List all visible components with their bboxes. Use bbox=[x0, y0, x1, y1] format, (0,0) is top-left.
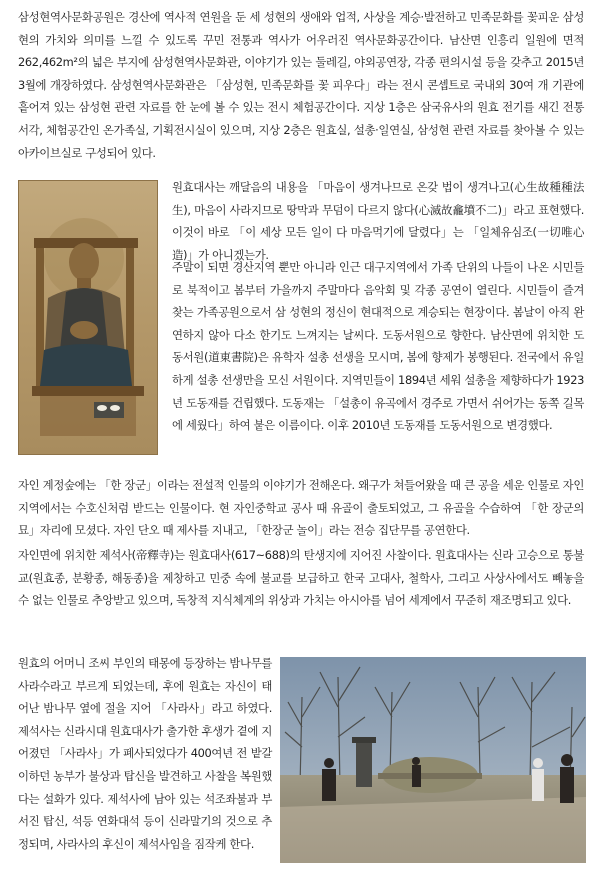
weekend-dodong-paragraph: 주말이 되면 경산지역 뿐만 아니라 인근 대구지역에서 가족 단위의 나들이 나온 시민들로 북적이고 봄부터 가을까지 주말마다 음악회 및 각종 공연이 열린다. 시민들이 즐겨 찾는 가족공원으로서 삼 성현의 정신이 현대적으로 계승되는 현장이다. 봄날이 아직 완연하지 않아 다소 한기도 느껴지는 날씨다. 도동서원으로 향한다. 남산면에 위치한 도동서원(道東書院)은 유학자 설총 선생을 모시며, 봄에 향제가 봉행된다. 전국에서 유일하게 설총 선생만을 모신 서원이다. 지역민들이 1894년 세워 설총을 제향하다가 1923년 도동재를 건립했다. 도동재는 「설총이 유곡에서 경주로 가면서 쉬어가는 동쪽 길목에 세웠다」하여 붙은 이름이다. 이후 2010년 도동재를 도동서원으로 변경했다. bbox=[172, 260, 584, 433]
wonhyo-paragraph: 원효대사는 깨달음의 내용을 「마음이 생겨나므로 온갖 법이 생겨나고(心生故種種法生), 마음이 사라지므로 땅막과 무덤이 다르지 않다(心滅故龕墳不二)」라고 표현했다. 이것이 바로 「이 세상 모든 일이 다 마음먹기에 달렸다」는 「일체유심조(一切唯心造)」가 아니겠는가. bbox=[172, 180, 584, 262]
tomb-photo-icon bbox=[280, 657, 586, 863]
intro-paragraph: 삼성현역사문화공원은 경산에 역사적 연원을 둔 세 성현의 생애와 업적, 사상을 계승·발전하고 민족문화를 꽃피운 삼성현의 가치와 의미를 느낄 수 있도록 꾸민 전통과 역사가 어우러진 역사문화공간이다. 남산면 인흥리 일원에 면적 262,462m²의 넓은 부지에 삼성현역사문화관, 이야기가 있는 둘레길, 야외공연장, 각종 편의시설 등을 갖추고 2015년 3월에 개장하였다. 삼성현역사문화관은 「삼성현, 민족문화를 꽃 피우다」라는 전시 콘셉트로 국내외 30여 개 기관에 흩어져 있는 삼성현 관련 자료를 한 눈에 볼 수 있는 전시 체험공간이다. 지상 1층은 삼국유사의 원효 전기를 새긴 전통서각, 체험공간인 온가족실, 기획전시실이 있으며, 지상 2층은 원효실, 설총·일연실, 삼성현 관련 자료를 찾아볼 수 있는 아카이브실로 구성되어 있다. bbox=[18, 10, 584, 160]
jeseoksa-paragraph: 자인면에 위치한 제석사(帝釋寺)는 원효대사(617~688)의 탄생지에 지어진 사찰이다. 원효대사는 신라 고승으로 통불교(원효종, 분황종, 해동종)을 제창하고 민중 속에 불교를 보급하고 한국 고대사, 철학사, 그리고 사상사에서도 빼놓을 수 없는 인물로 추앙받고 있으며, 독창적 지식체계의 위상과 가치는 아시아를 넘어 세계에서 꾸준히 재조명되고 있다. bbox=[18, 548, 584, 608]
portrait-painting-icon bbox=[18, 180, 158, 455]
tomb-site-photo bbox=[280, 657, 586, 863]
han-general-paragraph: 자인 계정숲에는 「한 장군」이라는 전설적 인물의 이야기가 전해온다. 왜구가 쳐들어왔을 때 큰 공을 세운 인물로 자인 지역에서는 수호신처럼 받드는 인물이다. 현 자인중학교 공사 때 유골이 출토되었고, 그 유골을 수습하여 「한 장군의 묘」자리에 모셨다. 자인 단오 때 제사를 지내고, 「한장군 놀이」라는 전승 집단무를 공연한다. bbox=[18, 478, 584, 538]
wonhyo-portrait-painting bbox=[18, 180, 158, 455]
sarasa-paragraph: 원효의 어머니 조씨 부인의 태몽에 등장하는 밤나무를 사라수라고 부르게 되었는데, 후에 원효는 자신이 태어난 밤나무 옆에 절을 지어 「사라사」라고 하였다. 제석사는 신라시대 원효대사가 출가한 후생가 곁에 지어졌던 「사라사」가 폐사되었다가 400여년 전 밭갈이하던 농부가 불상과 탑신을 발견하고 사찰을 복원했다는 설화가 있다. 제석사에 남아 있는 석조좌불과 부서진 탑신, 석등 연화대석 등이 신라말기의 것으로 추정되며, 사라사의 후신이 제석사임을 짐작케 한다. bbox=[18, 656, 272, 851]
